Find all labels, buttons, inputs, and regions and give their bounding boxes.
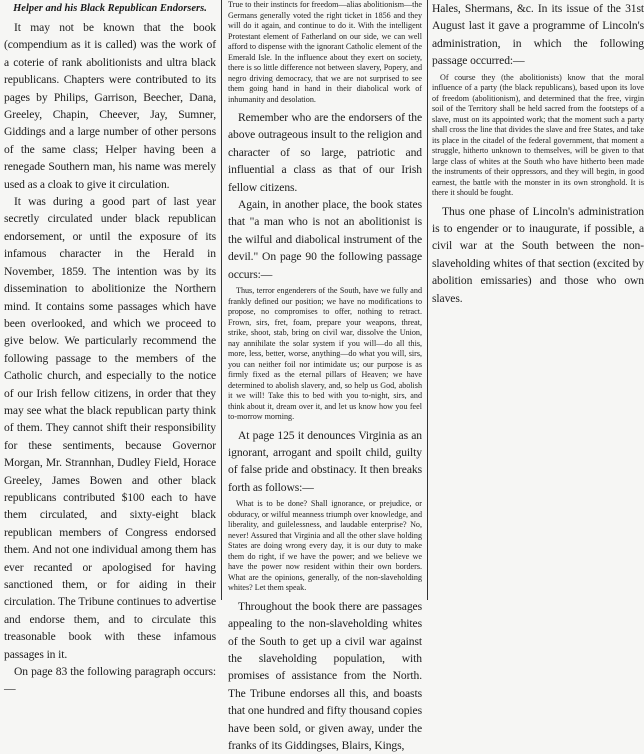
quoted-passage: Thus, terror engenderers of the South, have we fully and frankly defined our position; we have no modifications to propose, no compromises to offer, nothing to retract. Frown, sirs, fret, foam, prepare your weapons, threat, strike, shoot, stab, bring on civil war, dissolve the Union, nay annihilate the solar system if you will—do all this, more, less, better, worse, anything—do what you will, sirs, you can neither foil nor intimidate us; our purpose is as firmly fixed as the eternal pillars of Heaven; we have determined to abolish slavery, and, so help us God, abolish it we will! Take this to bed with you to-night, sirs, and think about it, dream over it, and let us know how you feel to-morrow morning.	[228, 286, 422, 422]
column-left	[4, 0, 216, 696]
column-middle	[228, 0, 422, 752]
article-headline: Helper and his Black Republican Endorsers.	[13, 3, 207, 14]
column-divider	[221, 0, 222, 600]
paragraph: It may not be known that the book (compendium as it is called) was the work of a coterie of rank abolitionists and ultra black republicans. Chapters were contributed to its pages by Philips, Garrison, Beecher, Dana, Greeley, Chapin, Cheever, Jay, Sumner, Giddings and a large number of other persons of the same class; Helper having been a renegade Southern man, his name was merely used as a cloak to give it circulation.	[4, 21, 216, 191]
paragraph: Remember who are the endorsers of the above outrageous insult to the religion and character of so large, patriotic and influential a class as that of our Irish fellow citizens.	[228, 111, 422, 194]
quoted-passage: True to their instincts for freedom—alias abolitionism—the Germans generally voted the right ticket in 1856 and they will do it again, and continue to do it. With the intelligent Protestant element of Fatherland on our side, we can well afford to dispense with the ignorant Catholic element of the Emerald Isle. In the influence about they exert on society, there is so little difference not between slavery, Popery, and negro driving democracy, that we are not surprised to see them going hand in hand in their diabolical work of inhumanity and desolation.	[228, 0, 422, 104]
paragraph: At page 125 it denounces Virginia as an ignorant, arrogant and spoilt child, guilty of false pride and obstinacy. It then breaks forth as follows:—	[228, 428, 422, 494]
paragraph: Again, in another place, the book states that "a man who is not an abolitionist is the wilful and diabolical instrument of the devil." On page 90 the following passage occurs:—	[228, 198, 422, 281]
column-right	[432, 0, 644, 600]
quoted-passage: Of course they (the abolitionists) know that the moral influence of a party (the black republicans), based upon its love of freedom (abolitionism), and determined that the free, virgin soil of the Territory shall be held sacred from the footsteps of a slave, must on its appointed work; that the moment such a party shall cross the line that divides the slave and free States, and take its place in the citadel of the federal government, that moment a struggle, hitherto unknown to themselves, will be given to that large class of whites at the South who have hitherto been made the instruments of their oppressors, and they will begin, in good earnest, the battle with the monster in its own stronghold. It is there it should be fought.	[432, 72, 644, 198]
paragraph: It was during a good part of last year secretly circulated under black republican endorsement, or until the exposure of its infamous character in the Herald in November, 1859. The intention was by its dissemination to abolitionize the Northern mind. It contains some passages which have been overlooked, and which we proceed to give below. We particularly recommend the following passage to the members of the Catholic church, and especially to the notice of our Irish fellow citizens, in order that they may see what the black republican party think of them. They cannot shift their responsibility for these sentiments, because Governor Morgan, Mr. Strannhan, Dudley Field, Horace Greeley, James Bowen and other black republicans contributed $100 each to have them circulated, and sixty-eight black republican members of Congress endorsed them. And not one individual among them has ever recanted or apologised for having sanctioned them, or for aiding in their circulation. The Tribune continues to advertise and endorse them, and to circulate this treasonable book with these infamous passages in it.	[4, 195, 216, 661]
paragraph: Thus one phase of Lincoln's administration is to engender or to inaugurate, if possible, a civil war at the South between the non-slaveholding whites of that section (excited by abolition emissaries) and those who own slaves.	[432, 204, 644, 305]
paragraph: On page 83 the following paragraph occurs:—	[4, 665, 216, 696]
column-divider	[427, 0, 428, 600]
quoted-passage: What is to be done? Shall ignorance, or prejudice, or obduracy, or wilful meanness triumph over knowledge, and liberality, and guilelessness, and laudable enterprise? No, never! Assured that Virginia and all the other slave holding States are doing wrong every day, it is our duty to make them do right, if we have the power; and we believe we have the power now resident within their own borders. What are the opinions, generally, of the non-slaveholding whites? Let them speak.	[228, 499, 422, 593]
paragraph: Hales, Shermans, &c. In its issue of the 31st August last it gave a programme of Lincoln's administration, in which the following passage occurred:—	[432, 2, 644, 68]
paragraph: Throughout the book there are passages appealing to the non-slaveholding whites of the South to get up a civil war against the slaveholding population, with promises of assistance from the North. The Tribune endorses all this, and boasts that one hundred and fifty thousand copies have been sold, or given away, under the franks of its Giddingses, Blairs, Kings,	[228, 599, 422, 752]
